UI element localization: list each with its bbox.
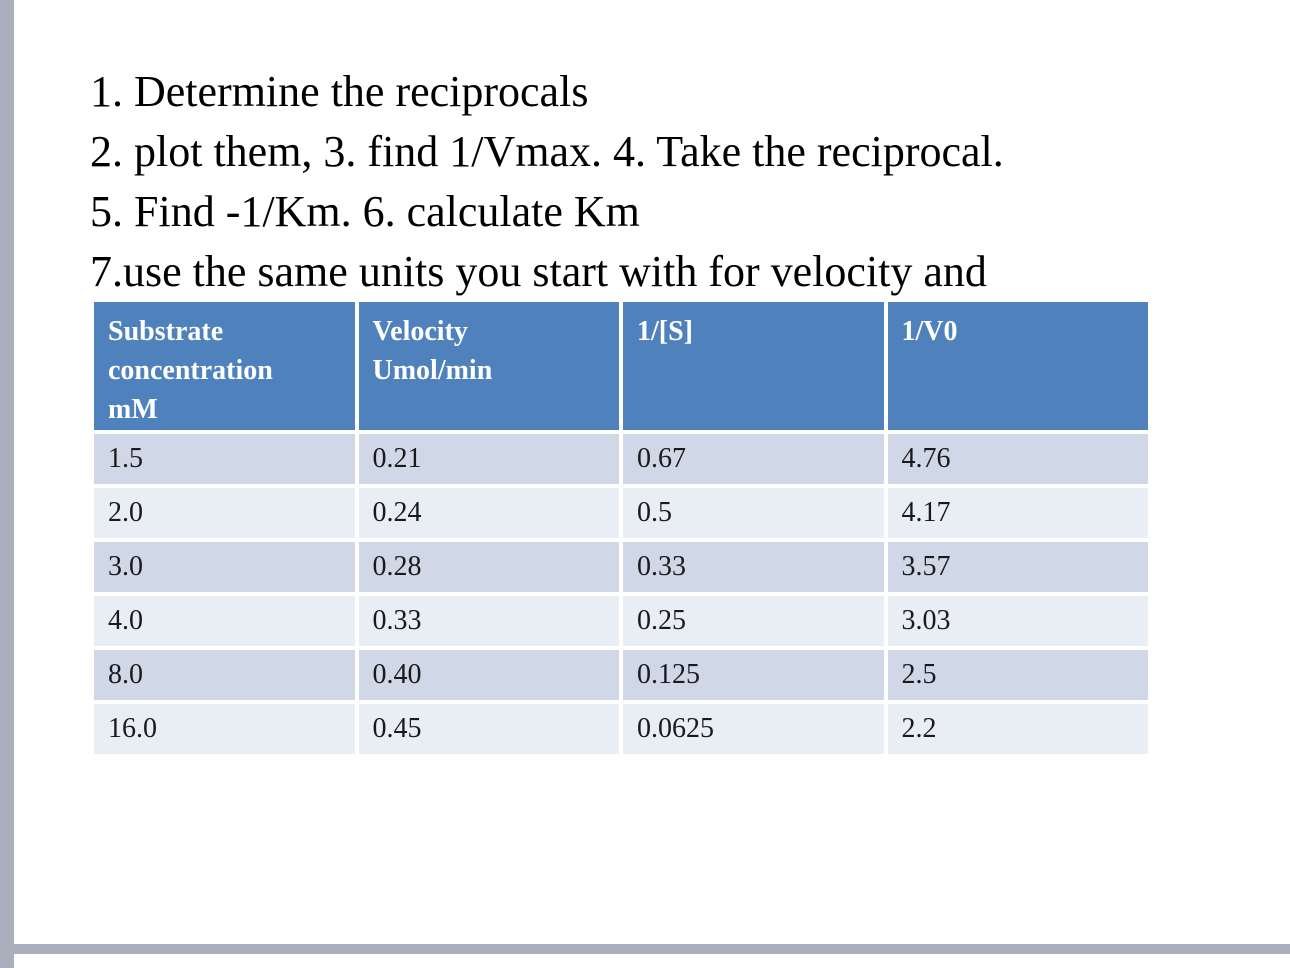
instruction-line-2: 2. plot them, 3. find 1/Vmax. 4. Take the reciprocal.	[90, 127, 1004, 176]
table-cell: 0.67	[623, 434, 884, 484]
table-cell: 8.0	[94, 650, 355, 700]
table-cell: 0.25	[623, 596, 884, 646]
table-cell: 3.57	[888, 542, 1149, 592]
table-cell: 4.17	[888, 488, 1149, 538]
table-row	[94, 650, 1148, 700]
table-row	[94, 596, 1148, 646]
table-header-row	[94, 302, 1148, 430]
table-cell: 0.45	[359, 704, 620, 754]
header-substrate-concentration	[94, 302, 355, 430]
header-text: 1/V0	[901, 316, 958, 347]
header-velocity	[359, 302, 620, 430]
table-cell: 16.0	[94, 704, 355, 754]
instruction-line-1: 1. Determine the reciprocals	[90, 67, 589, 116]
table-cell: 2.0	[94, 488, 355, 538]
table-cell: 2.2	[888, 704, 1149, 754]
table-cell: 0.0625	[623, 704, 884, 754]
table-cell: 4.0	[94, 596, 355, 646]
data-table	[90, 298, 1152, 758]
table-cell: 0.21	[359, 434, 620, 484]
table-row	[94, 488, 1148, 538]
header-text: 1/[S]	[637, 316, 693, 347]
bottom-frame-bar	[14, 944, 1290, 954]
table-cell: 0.33	[623, 542, 884, 592]
table-cell: 0.40	[359, 650, 620, 700]
table-cell: 1.5	[94, 434, 355, 484]
table-cell: 0.33	[359, 596, 620, 646]
header-text: Umol/min	[372, 355, 493, 386]
table-cell: 3.0	[94, 542, 355, 592]
table-row	[94, 434, 1148, 484]
header-reciprocal-velocity	[888, 302, 1149, 430]
header-text: mM	[108, 394, 158, 425]
instruction-line-3: 5. Find -1/Km. 6. calculate Km	[90, 187, 640, 236]
table-cell: 2.5	[888, 650, 1149, 700]
table-cell: 0.125	[623, 650, 884, 700]
table-cell: 4.76	[888, 434, 1149, 484]
header-reciprocal-substrate	[623, 302, 884, 430]
table-row	[94, 542, 1148, 592]
instructions-text	[90, 62, 1190, 302]
table-cell: 3.03	[888, 596, 1149, 646]
header-text: Velocity	[372, 316, 468, 347]
table-cell: 0.24	[359, 488, 620, 538]
table-row	[94, 704, 1148, 754]
table-cell: 0.5	[623, 488, 884, 538]
left-frame-bar	[0, 0, 14, 968]
instruction-line-4: 7.use the same units you start with for velocity and	[90, 247, 987, 296]
header-text: Substrate	[108, 316, 224, 347]
table-cell: 0.28	[359, 542, 620, 592]
header-text: concentration	[108, 355, 273, 386]
